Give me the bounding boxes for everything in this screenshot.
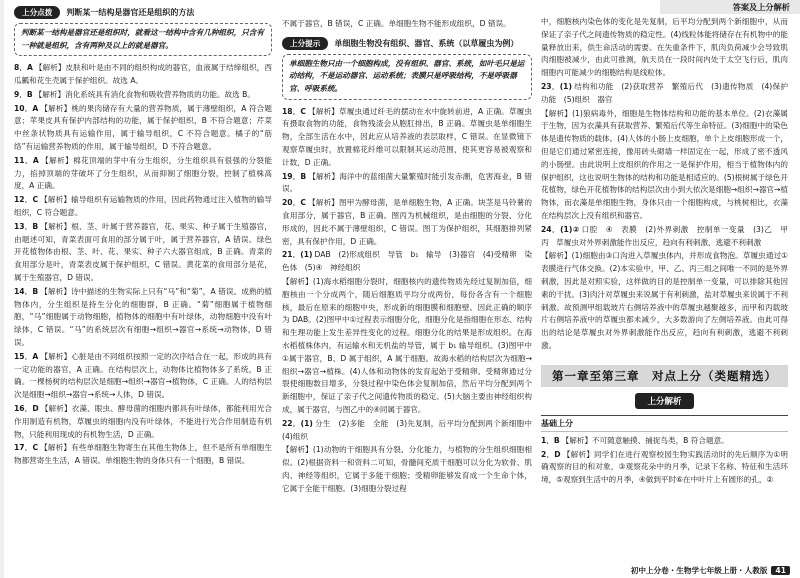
tip1-heading — [14, 6, 272, 19]
answer-number: 22．(1) — [282, 418, 313, 428]
answer-item — [14, 442, 272, 468]
chapter-banner: 第一章至第三章 对点上分（类题精选） — [541, 365, 788, 387]
answer-item — [541, 81, 796, 107]
answer-text: 【解析】不可随意触摸、捕捉鸟类，B 符合题意。 — [561, 435, 729, 445]
answer-text: 【解析】根、茎、叶属于营养器官，花、果实、种子属于生殖器官，由题述可知，青菜表面可食用的部分属于叶，属于营养器官，A 错误。绿色开花植物体由根、茎、叶、花、果实、种子六大器官组成，B 正确。青菜的食用部分是叶，青菜表皮属于保护组织，C 错误。黄花菜的食用部分是花，属于生殖器官，D 错误。 — [14, 221, 272, 282]
answer-text: 【解析】诗中描述的生物实际上只有“马”和“菊”，A 错误。成熟的植物体内，分生组织是持生分化的细胞群，B 正确。“菊”细胞属于植物细胞，“马”细胞属于动物细胞，植物体的细胞中有叶绿体，动物细胞中没有叶绿体，C 错误。“马”的系统层次有细胞→组织→器官→系统→动物体，D 错误。 — [14, 286, 273, 347]
answer-text: 分生 (2)多能 全能 (3)先复制，后平均分配到两个新细胞中 (4)组织 — [282, 418, 540, 441]
tip2-box: 单细胞生物只由一个细胞构成，没有组织、器官、系统，如叶毛只是运动结构，不是运动器官、运动系统；表膜只是呼吸结构，不是呼吸器官、呼吸系统。 — [282, 54, 532, 100]
answer-number: 1．B — [541, 435, 560, 445]
answer-text: 【解析】海洋中的蓝细菌大量繁殖时能引发赤潮，危害海业，B 错误。 — [282, 171, 533, 194]
answer-item — [541, 108, 788, 223]
answer-text: 不属于器官，B 错误，C 正确。单细胞生物不能形成组织，D 错误。 — [282, 19, 511, 28]
answer-number: 10．A — [14, 103, 39, 113]
answer-item — [282, 18, 532, 31]
base-section-label: 基础上分 — [541, 415, 788, 432]
tip2-heading — [282, 37, 532, 50]
column-right — [541, 0, 796, 578]
answer-number: 12．C — [14, 195, 39, 205]
answer-text: 【解析】草履虫通过纤毛的摆动在水中旋转前进，A 正确。草履虫有摄取食物的功能，食物残渣会从胞肛排出，B 正确。草履虫是单细胞生物，全部生活在水中，因此应从培养液的表层取样，C 错误。在显微镜下观察草履虫时，放置棉花纤维可以限制其运动范围，使其更容易被观察和计数，D 正确。 — [282, 106, 533, 167]
answer-item — [282, 171, 532, 197]
answer-number: 17．C — [14, 443, 39, 453]
answer-text: 【解析】心脏是由不同组织按照一定的次序结合在一起，形成的具有一定功能的器官，A 正确。在结构层次上，动物体比植物体多了系统，B 正确。一棵杨树的结构层次是细胞→组织→器官→植物体，C 正确。人的结构层次是细胞→组织→器官→系统→人体，D 错误。 — [14, 351, 273, 400]
answer-number: 23．(1) — [541, 81, 572, 91]
answer-number: 21．(1) — [282, 250, 313, 260]
tip2-title: 单细胞生物没有组织、器官、系统（以草履虫为例） — [334, 38, 519, 48]
answer-item — [14, 103, 272, 154]
answer-text: 【解析】输导组织有运输物质的作用，因此药物通过注入植物的输导组织，C 符合题意。 — [14, 195, 272, 217]
answer-item — [282, 276, 532, 417]
answer-text: 【解析】同学们在进行观察校园生物实践活动时的先后顺序为①明确观察的目的和对象，③观察花朵中的月季，记录下名称、特征和生活环境，⑤观察到生活中的月季，④做到平时⑥在中叶片上有圆形的孔，② — [541, 449, 788, 485]
footer-text: 初中上分卷・生物学七年级上册・人教版 — [630, 566, 768, 575]
tip2-label: 上分提示 — [282, 37, 328, 50]
page-number: 41 — [771, 566, 790, 575]
answer-item — [541, 16, 788, 80]
answer-number: 8．A — [14, 63, 33, 73]
answer-number: 16．D — [14, 403, 39, 413]
col1-answers — [14, 62, 272, 468]
col3-answers — [541, 81, 796, 353]
answer-text: 【解析】(1)细胞由③口沟进入草履虫体内，并形成食物泡。草履虫通过①表膜进行气体交换。(2)本实验中，甲、乙、丙三组之间唯一不同的是外界刺激，因此是对照实验，这样做的目的是控制单一变量，可以排除其他因素的干扰。(3)肉汁对草履虫来说属于有利刺激，盐对草履虫来说属于不利刺激。故预测甲组载玻片右侧培养液中的草履虫越聚越多，而甲和丙载玻片右侧培养液中的草履虫都未减少，大多数游向了左侧培养液。由此可得出的结论是草履虫对外界刺激能作出反应，趋向有利刺激，逃避不利刺激。 — [541, 251, 788, 350]
answer-item — [14, 286, 272, 350]
col2-answers — [282, 106, 540, 496]
answer-text: 【解析】图甲为酵母菌，是单细胞生物，A 正确。块茎是马铃薯的食用部分，属于器官，B 正确。图丙为机械组织，是由细胞的分裂、分化形成的，因此不属于薄壁组织，C 错误。图丁为保护组织，其细胞排列紧密，具有保护作用，D 正确。 — [282, 198, 533, 246]
answer-item — [282, 197, 532, 248]
answer-text: 【解析】衣藻、眼虫、酵母菌的细胞内都具有叶绿体，都能利用光合作用制造有机物，草履虫的细胞内没有叶绿体，不能进行光合作用制造有机物，只能利用现成的有机物生活，D 正确。 — [14, 403, 272, 439]
answer-item — [14, 155, 272, 193]
answer-text: 【解析】(1)海水稻细胞分裂时，细胞核内的遗传物质先经过复制加倍，细胞核由一个分成两个，随后细胞质平均分成两份，每份各含有一个细胞核，最后在原来的细胞中央，形成新的细胞膜和细胞壁。因此正确的顺序为 DAB。(2)图甲中①过程表示细胞分化，细胞分化是指细胞在形态、结构和生理功能上发生差异性变化的过程。细胞分化的结果是形成组织。在海水稻植株体内，有运输水和无机盐的导管，属于 b₁ 输导组织。(3)图甲中①属于器官，B、D 属于组织，A 属于细胞。故海水稻的结构层次为细胞→组织→器官→植株。(4)人体和动物体的发育起始于受精卵。受精卵通过分裂使细胞数目增多，分裂过程中染色体会复制加倍，然后平均分配到两个新细胞中，保证了亲子代之间遗传物质的稳定。(5)大脑主要由神经组织构成，属于器官，与图乙中的④同属于器官。 — [282, 276, 532, 414]
answer-item — [14, 351, 272, 402]
column-left — [14, 0, 272, 578]
answer-text: 【解析】皮肤和叶是由不同的组织构成的器官，血液属于结缔组织，西瓜瓤和花生壳属于保护组织。故选 A。 — [14, 63, 272, 85]
answer-number: 9．B — [14, 89, 33, 99]
answer-number: 2．D — [541, 449, 561, 459]
col3-top — [541, 16, 788, 80]
answer-number: 20．C — [282, 198, 306, 208]
answer-number: 18．C — [282, 106, 306, 116]
answer-text: 口腔 ④ 表膜 (2)外界刺激 控制单一变量 (3)乙 甲 丙 草履虫对外界刺激能作出反应，趋向有利刺激，逃避不利刺激 — [541, 224, 796, 247]
answer-text: DAB (2)形成组织 导管 b₁ 输导 (3)器官 (4)受精卵 染色体 (5)④ 神经组织 — [282, 250, 533, 273]
answer-item — [282, 444, 532, 495]
answer-text: 【解析】(1)动物的干细胞具有分裂、分化能力，与植物的分生组织细胞相似。(2)根据资料一和资料二可知，骨髓间充质干细胞可以分化为软骨、肌肉、神经等组织，它属于多能干细胞；受精卵能够发育成一个生命个体，它属于全能干细胞。(3)细胞分裂过程 — [282, 445, 532, 493]
answer-item — [14, 221, 272, 285]
answer-text: 【解析】有些单细胞生物寄生在其他生物体上，但不是所有单细胞生物都营寄生生活，A 错误。单细胞生物的身体只有一个细胞，B 错误。 — [14, 443, 272, 466]
page-footer — [631, 565, 790, 576]
answer-item — [282, 106, 532, 170]
answer-item — [14, 194, 272, 220]
answer-number: 11．A — [14, 155, 39, 165]
answer-item — [541, 435, 788, 448]
answer-item — [14, 89, 272, 102]
answer-item — [541, 250, 788, 352]
tip1-title: 判断某一结构是器官还是组织的方法 — [66, 8, 195, 17]
analysis-bar-label: 上分解析 — [635, 393, 693, 409]
answer-item — [541, 449, 788, 487]
answer-text: 【解析】桃的果肉储存有大量的营养物质，属于薄壁组织，A 符合题意；苹果皮具有保护内部结构的功能，属于保护组织，B 不符合题意；芹菜中丝条状物质具有运输作用，属于输导组织，C 不符合题意。橘子的“筋络”有运输营养物质的作用，属于输导组织，D 不符合题意。 — [14, 103, 272, 151]
answer-number: 24．(1)② — [541, 224, 580, 234]
answer-number: 14．B — [14, 286, 39, 296]
answer-item — [14, 403, 272, 441]
column-middle — [282, 0, 540, 578]
binding-edge — [0, 0, 4, 578]
answer-number: 19．B — [282, 171, 307, 181]
page-header-title: 答案及上分解析 — [732, 2, 790, 12]
answer-item — [14, 62, 272, 88]
answer-number: 15．A — [14, 351, 39, 361]
answer-item — [541, 224, 796, 250]
answer-text: 【解析】棉花顶端的芽中有分生组织，分生组织具有很强的分裂能力，掐掉顶端的芽破坏了分生组织，从而抑制了细胞分裂，控制了植株高度，A 正确。 — [14, 155, 272, 191]
answer-text: 结构和功能 (2)获取营养 繁殖后代 (3)遗传物质 (4)保护 功能 (5)组织 器官 — [541, 81, 796, 104]
answer-text: 中，细胞核内染色体的变化是先复制，后平均分配到两个新细胞中，从而保证了亲子代之间遗传物质的稳定性。(4)线粒体能将储存在有机物中的能量释放出来，供生命活动的需要。在失重条件下，肌肉负荷减少会导致肌肉细胞被减少，由此可推测，航天员在一段时间内处于太空飞行后，肌肉细胞内可能减少的细胞结构是线粒体。 — [541, 17, 788, 78]
analysis-bar — [541, 393, 788, 409]
answer-item — [282, 249, 532, 275]
tip1-box: 判断某一结构是器官还是组织时，就看这一结构中含有几种组织，只含有一种就是组织，含有两种及以上的就是器官。 — [14, 23, 272, 56]
col3-bottom — [541, 435, 788, 487]
answer-item — [282, 418, 540, 444]
answer-number: 13．B — [14, 221, 39, 231]
answer-text: 【解析】(1)狼病毒外，细胞是生物体结构和功能的基本单位。(2)衣藻属于生物，因为衣藻具有获取营养、繁殖后代等生命特征。(3)细胞中的染色体是遗传物质的载体。(4)人体的小肠上皮细胞，单个上皮细胞形成一个，但是它们通过紧密连接，像用砖头砌墙一样固定在一起，形成了密不透风的小肠壁。由此说明上皮组织的作用之一是保护作用，相当于植物体内的保护组织，这也说明生物体的结构和功能是相适应的。(5)根树属于绿色开花植物，绿色开花植物体的结构层次由小到大依次是细胞→组织→器官→植物体，而衣藻是单细胞生物，身体只由一个细胞构成，与桃树相比，衣藻在结构层次上没有组织和器官。 — [541, 108, 788, 220]
col2-top — [282, 18, 532, 31]
tip1-label: 上分点拨 — [14, 6, 60, 19]
answer-text: 【解析】消化系统具有消化食物和吸收营养物质的功能。故选 B。 — [34, 89, 255, 99]
